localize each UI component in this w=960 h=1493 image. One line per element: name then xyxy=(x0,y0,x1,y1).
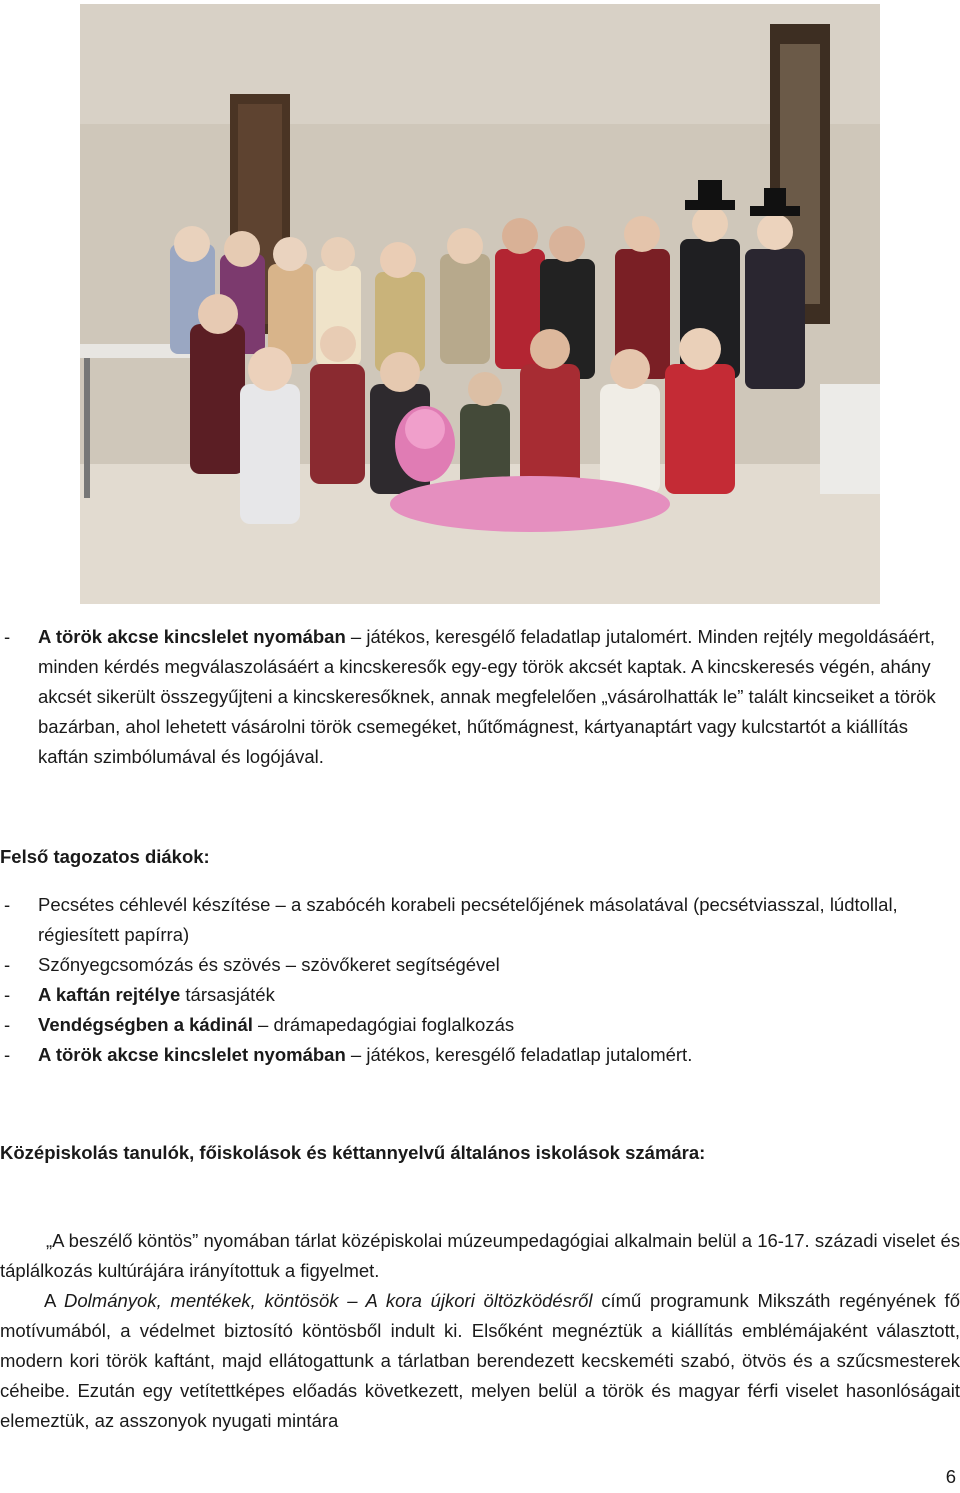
page-number: 6 xyxy=(945,1466,956,1487)
section-heading-secondary: Középiskolás tanulók, főiskolások és kéttannyelvű általános iskolások számára: xyxy=(0,1142,706,1163)
bullet-dash: - xyxy=(4,626,11,647)
activity-title: A török akcse kincslelet nyomában xyxy=(38,626,346,647)
list-item-text: – játékos, keresgélő feladatlap jutalomért. xyxy=(345,1044,693,1065)
bullet-dash: - xyxy=(4,1044,11,1065)
group-photo xyxy=(80,4,880,604)
paragraph xyxy=(0,1286,960,1436)
bullet-dash: - xyxy=(4,954,11,975)
group-photo-illustration xyxy=(80,4,880,604)
bullet-dash: - xyxy=(4,894,11,915)
list-item xyxy=(0,1040,960,1070)
bullet-dash: - xyxy=(4,984,11,1005)
list-item xyxy=(0,1010,960,1040)
list-item xyxy=(0,890,960,950)
program-title: Dolmányok, mentékek, köntösök – A kora újkori öltözködésről xyxy=(64,1290,593,1311)
bullet-list-upper xyxy=(0,890,960,1070)
list-item-title: A török akcse kincslelet nyomában xyxy=(38,1044,346,1065)
list-item xyxy=(0,622,960,772)
section-heading-upper: Felső tagozatos diákok: xyxy=(0,846,210,867)
list-item-text: társasjáték xyxy=(180,984,275,1005)
list-item-text: Pecsétes céhlevél készítése – a szabócéh korabeli pecsételőjének másolatával (pecsétviasszal, lúdtollal, régiesített papírra) xyxy=(38,894,898,945)
paragraph-text: „A beszélő köntös” nyomában tárlat középiskolai múzeumpedagógiai alkalmain belül a 16-17. századi viselet és táplálkozás kultúrájára irányítottuk a figyelmet. xyxy=(0,1230,960,1281)
activity-description: – játékos, keresgélő feladatlap jutalomért. Minden rejtély megoldásáért, minden kérdés megválaszolásáért a kincskeresők egy-egy török akcsét kaptak. A kincskeresés végén, ahány akcsét sikerült összegyűjteni a kincskeresőknek, annak megfelelően „vásárolhatták le” talált kincseiket a török bazárban, ahol lehetett vásárolni török csemegéket, hűtőmágnest, kártyanaptárt vagy kulcstartót a kiállítás kaftán szimbólumával és logójával. xyxy=(38,626,936,767)
paragraph-text: című programunk Mikszáth regényének fő motívumából, a védelmet biztosító köntösből indult ki. Elsőként megnéztük a kiállítás emblémájaként választott, modern kori török kaftánt, majd ellátogattunk a tárlatban berendezett kecskeméti szabó, ötvös és a szűcsmesterek céheibe. Ezután egy vetítettképes előadás következett, melyen belül a török és magyar férfi viselet hasonlóságait elemeztük, az asszonyok nyugati mintára xyxy=(0,1290,960,1431)
list-item-title: Vendégségben a kádinál xyxy=(38,1014,253,1035)
list-item-title: A kaftán rejtélye xyxy=(38,984,181,1005)
list-item-text: – drámapedagógiai foglalkozás xyxy=(252,1014,515,1035)
bullet-list-intro xyxy=(0,622,960,772)
list-item-text: Szőnyegcsomózás és szövés – szövőkeret segítségével xyxy=(38,954,500,975)
paragraph xyxy=(0,1226,960,1286)
list-item xyxy=(0,950,960,980)
list-item xyxy=(0,980,960,1010)
paragraph-text: A xyxy=(44,1290,65,1311)
bullet-dash: - xyxy=(4,1014,11,1035)
